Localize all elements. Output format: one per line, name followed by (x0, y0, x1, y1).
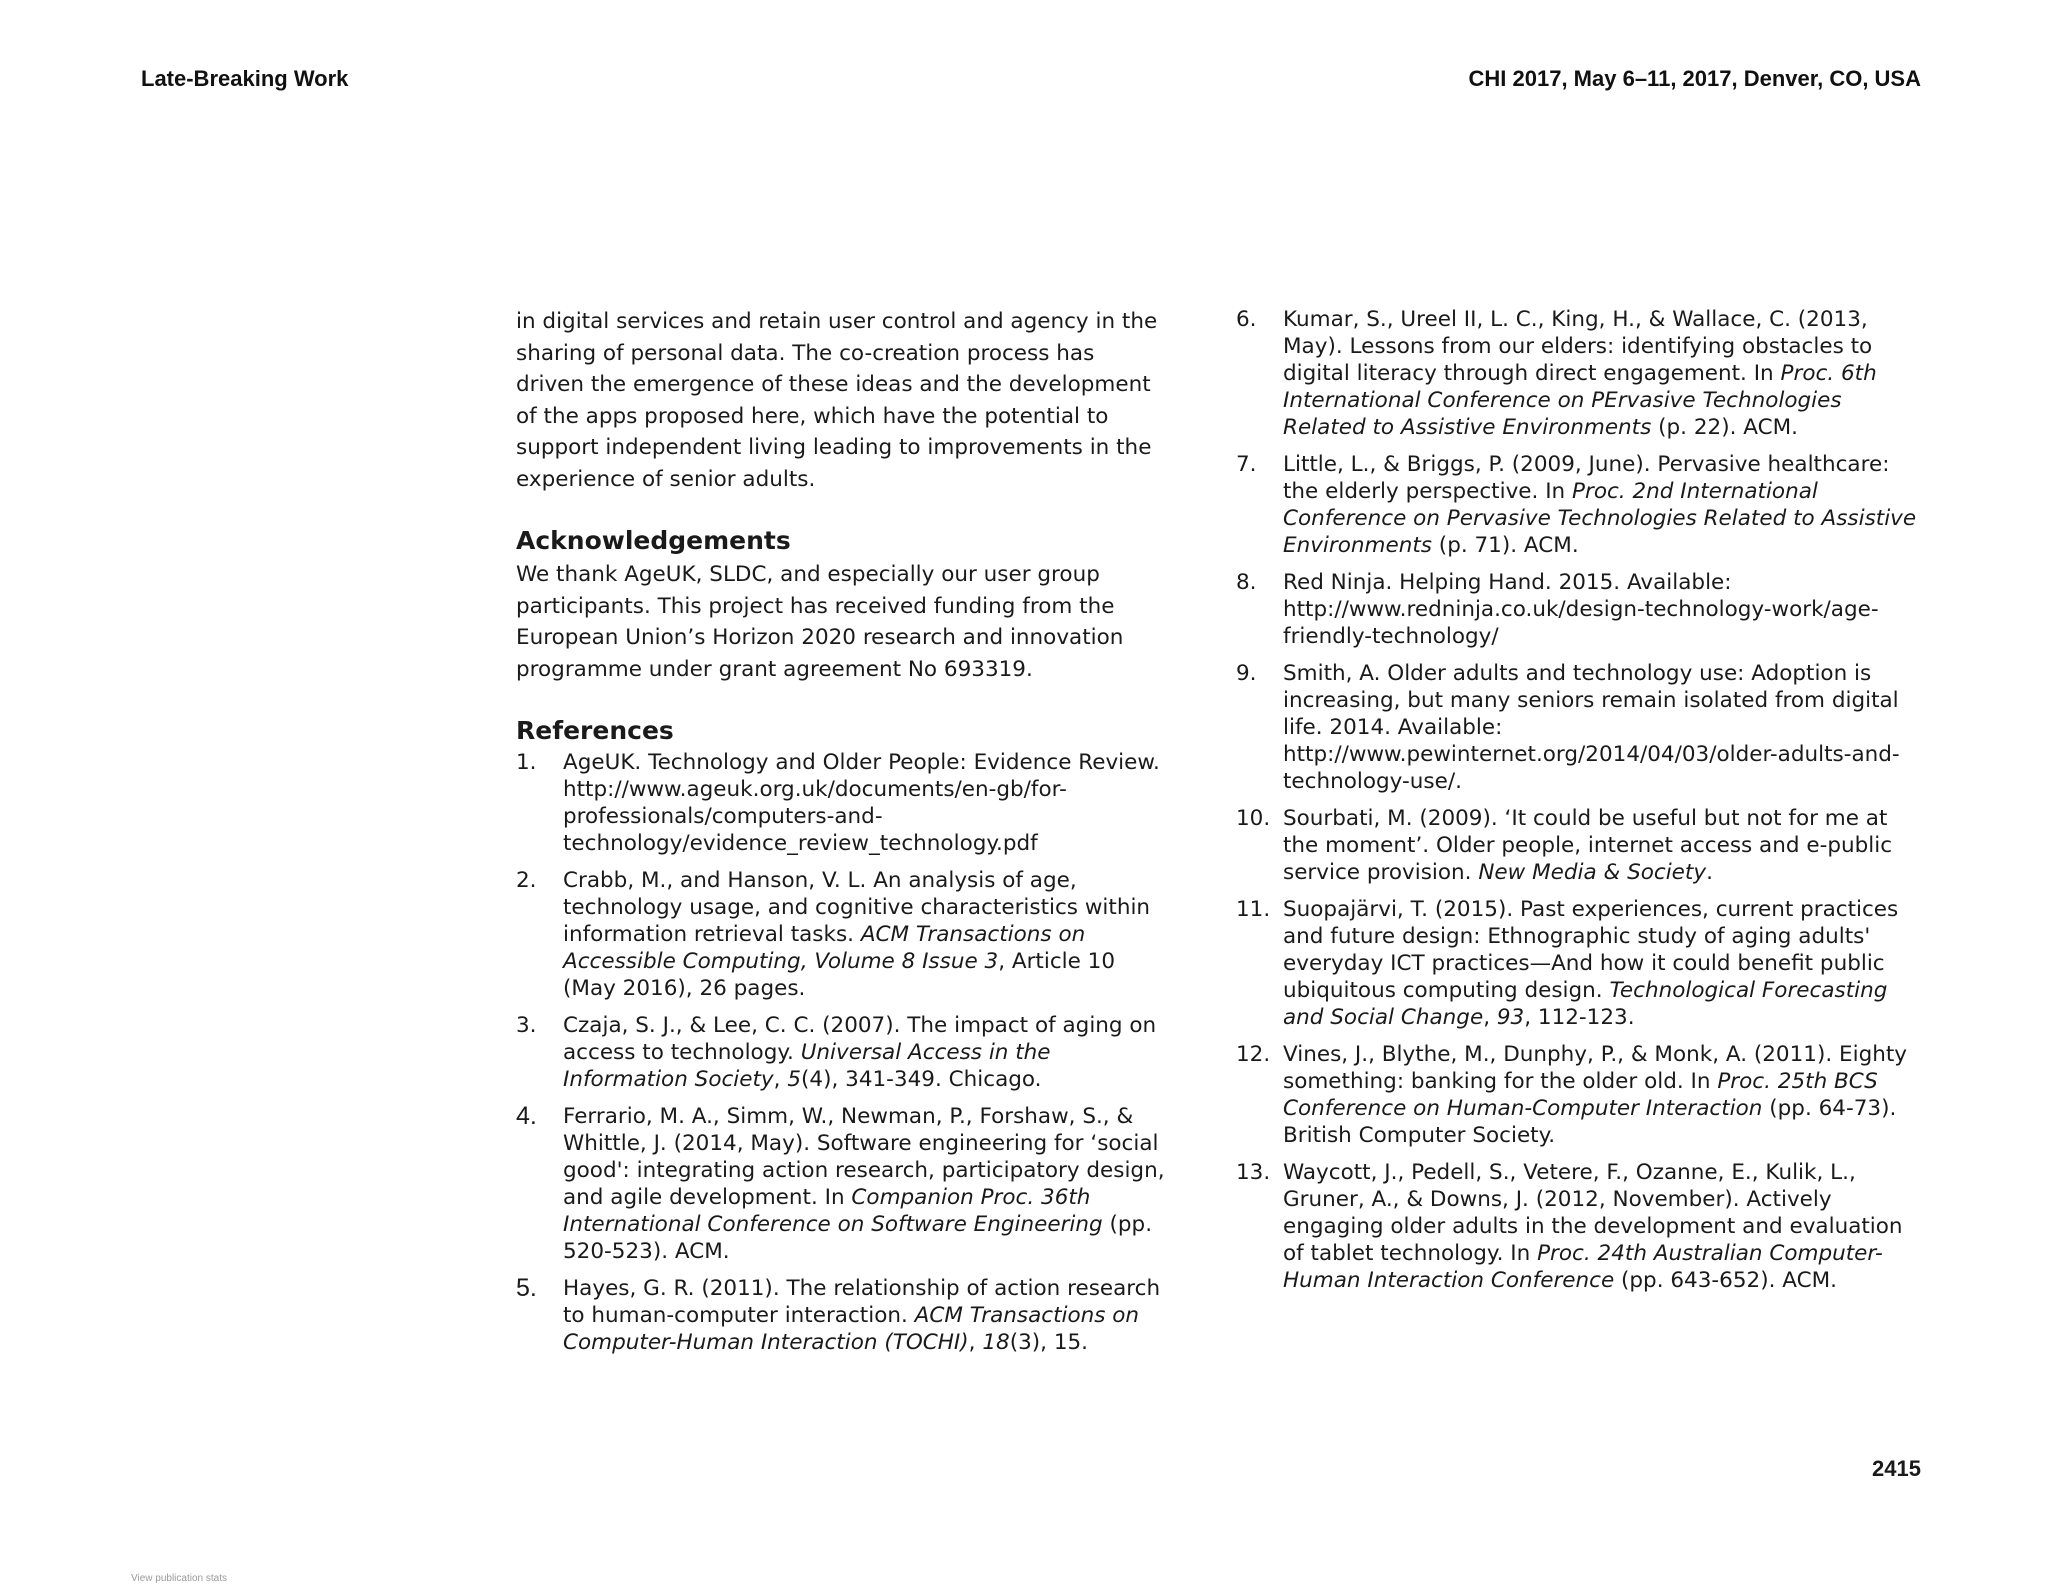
reference-text: , (773, 1067, 788, 1092)
reference-text: Kumar, S., Ureel II, L. C., King, H., & Wallace, C. (2013, May). Lessons from our elders: identifying obstacles to digital literacy through direct engagement. In (1283, 307, 1873, 386)
reference-text: , (968, 1330, 983, 1355)
reference-number: 9. (1236, 661, 1257, 686)
reference-text: Red Ninja. Helping Hand. 2015. Available: http://www.redninja.co.uk/design-technology-work/age-friendly-technology/ (1283, 570, 1879, 649)
reference-text: (p. 22). ACM. (1651, 415, 1798, 440)
reference-venue: 5 (787, 1067, 802, 1092)
running-head-right: CHI 2017, May 6–11, 2017, Denver, CO, USA (1468, 66, 1921, 91)
reference-venue: Proc. 24th Australian Computer-Human Interaction Conference (1283, 1241, 1883, 1293)
reference-venue: Universal Access in the Information Society (563, 1040, 1051, 1092)
reference-text: (p. 71). ACM. (1431, 533, 1579, 558)
reference-number: 11. (1236, 897, 1271, 922)
reference-venue: Proc. 6th International Conference on PErvasive Technologies Related to Assistive Environments (1283, 361, 1877, 440)
intro-paragraph: in digital services and retain user control and agency in the sharing of personal data. The co-creation process has driven the emergence of these ideas and the development of the apps proposed here, which have the potential to support independent living leading to improvements in the experience of senior adults. (516, 309, 1158, 492)
reference-text: Waycott, J., Pedell, S., Vetere, F., Ozanne, E., Kulik, L., Gruner, A., & Downs, J. (2012, November). Actively engaging older adults in the development and evaluation of tablet technology. In (1283, 1160, 1903, 1266)
reference-text: Little, L., & Briggs, P. (2009, June). Pervasive healthcare: the elderly perspective. In (1283, 452, 1890, 504)
reference-item (516, 867, 1166, 1002)
reference-number: 7. (1236, 452, 1257, 477)
view-publication-stats-link[interactable]: View publication stats (131, 1573, 227, 1584)
reference-item (1236, 896, 1926, 1031)
reference-list-right (1236, 306, 1926, 1294)
reference-number: 12. (1236, 1042, 1271, 1067)
references-heading: References (516, 716, 674, 745)
left-column (516, 306, 1166, 1366)
reference-list-left (516, 749, 1166, 1356)
reference-venue: ACM Transactions on Computer-Human Interaction (TOCHI) (563, 1303, 1140, 1355)
reference-venue: Companion Proc. 36th International Conference on Software Engineering (563, 1185, 1103, 1237)
reference-venue: Proc. 2nd International Conference on Pervasive Technologies Related to Assistive Environments (1283, 479, 1917, 558)
reference-text: , (1483, 1005, 1497, 1030)
reference-item (516, 1012, 1166, 1093)
reference-text: Vines, J., Blythe, M., Dunphy, P., & Monk, A. (2011). Eighty something: banking for the older old. In (1283, 1042, 1908, 1094)
reference-item (1236, 569, 1926, 650)
reference-number: 2. (516, 868, 537, 893)
reference-text: Crabb, M., and Hanson, V. L. An analysis of age, technology usage, and cognitive characteristics within information retrieval tasks. (563, 868, 1151, 947)
reference-number: 3. (516, 1013, 537, 1038)
reference-number: 10. (1236, 806, 1271, 831)
reference-text: (4), 341-349. Chicago. (801, 1067, 1042, 1092)
reference-text: , 112-123. (1524, 1005, 1635, 1030)
reference-text: , Article 10 (May 2016), 26 pages. (563, 949, 1116, 1001)
reference-text: Ferrario, M. A., Simm, W., Newman, P., Forshaw, S., & Whittle, J. (2014, May). Software engineering for ‘social good': integrating action research, participatory design, and agile development. In (563, 1104, 1165, 1210)
reference-venue: Proc. 25th BCS Conference on Human-Computer Interaction (1283, 1069, 1878, 1121)
reference-item (1236, 1159, 1926, 1294)
acknowledgements-heading: Acknowledgements (516, 526, 791, 555)
reference-text: (pp. 64-73). British Computer Society. (1283, 1096, 1897, 1148)
reference-item (516, 749, 1166, 857)
page-number: 2415 (1872, 1456, 1921, 1481)
reference-text: Sourbati, M. (2009). ‘It could be useful but not for me at the moment’. Older people, internet access and e-public service provision. (1283, 806, 1893, 885)
reference-item (516, 1103, 1166, 1265)
reference-number: 4. (516, 1102, 537, 1130)
reference-item (1236, 805, 1926, 886)
reference-text: . (1706, 860, 1713, 885)
acknowledgements-text: We thank AgeUK, SLDC, and especially our user group participants. This project has received funding from the European Union’s Horizon 2020 research and innovation programme under grant agreement No 693319. (516, 562, 1124, 682)
reference-number: 1. (516, 750, 537, 775)
reference-number: 13. (1236, 1160, 1271, 1185)
reference-number: 8. (1236, 570, 1257, 595)
reference-item (516, 1275, 1166, 1356)
reference-text: (3), 15. (1009, 1330, 1089, 1355)
reference-text: Suopajärvi, T. (2015). Past experiences, current practices and future design: Ethnographic study of aging adults' everyday ICT practices—And how it could benefit public ubiquitous computing design. (1283, 897, 1899, 1003)
reference-text: Hayes, G. R. (2011). The relationship of action research to human-computer interaction. (563, 1276, 1161, 1328)
reference-venue: Technological Forecasting and Social Change (1283, 978, 1888, 1030)
reference-text: AgeUK. Technology and Older People: Evidence Review. http://www.ageuk.org.uk/documents/en-gb/for-professionals/computers-and-technology/evidence_review_technology.pdf (563, 750, 1160, 856)
reference-item (1236, 306, 1926, 441)
reference-venue: 18 (982, 1330, 1010, 1355)
reference-number: 6. (1236, 307, 1257, 332)
right-column (1236, 306, 1926, 1304)
reference-item (1236, 1041, 1926, 1149)
reference-number: 5. (516, 1274, 537, 1302)
reference-item (1236, 660, 1926, 795)
reference-venue: New Media & Society (1478, 860, 1707, 885)
reference-venue: ACM Transactions on Accessible Computing, Volume 8 Issue 3 (563, 922, 1086, 974)
reference-venue: 93 (1496, 1005, 1525, 1030)
running-head-left: Late-Breaking Work (141, 66, 349, 91)
reference-text: (pp. 643-652). ACM. (1614, 1268, 1837, 1293)
reference-item (1236, 451, 1926, 559)
reference-text: Smith, A. Older adults and technology use: Adoption is increasing, but many seniors remain isolated from digital life. 2014. Available: http://www.pewinternet.org/2014/04/03/older-adults-and-technology-use/. (1283, 661, 1900, 794)
reference-text: Czaja, S. J., & Lee, C. C. (2007). The impact of aging on access to technology. (563, 1013, 1157, 1065)
reference-text: (pp. 520-523). ACM. (563, 1212, 1153, 1264)
